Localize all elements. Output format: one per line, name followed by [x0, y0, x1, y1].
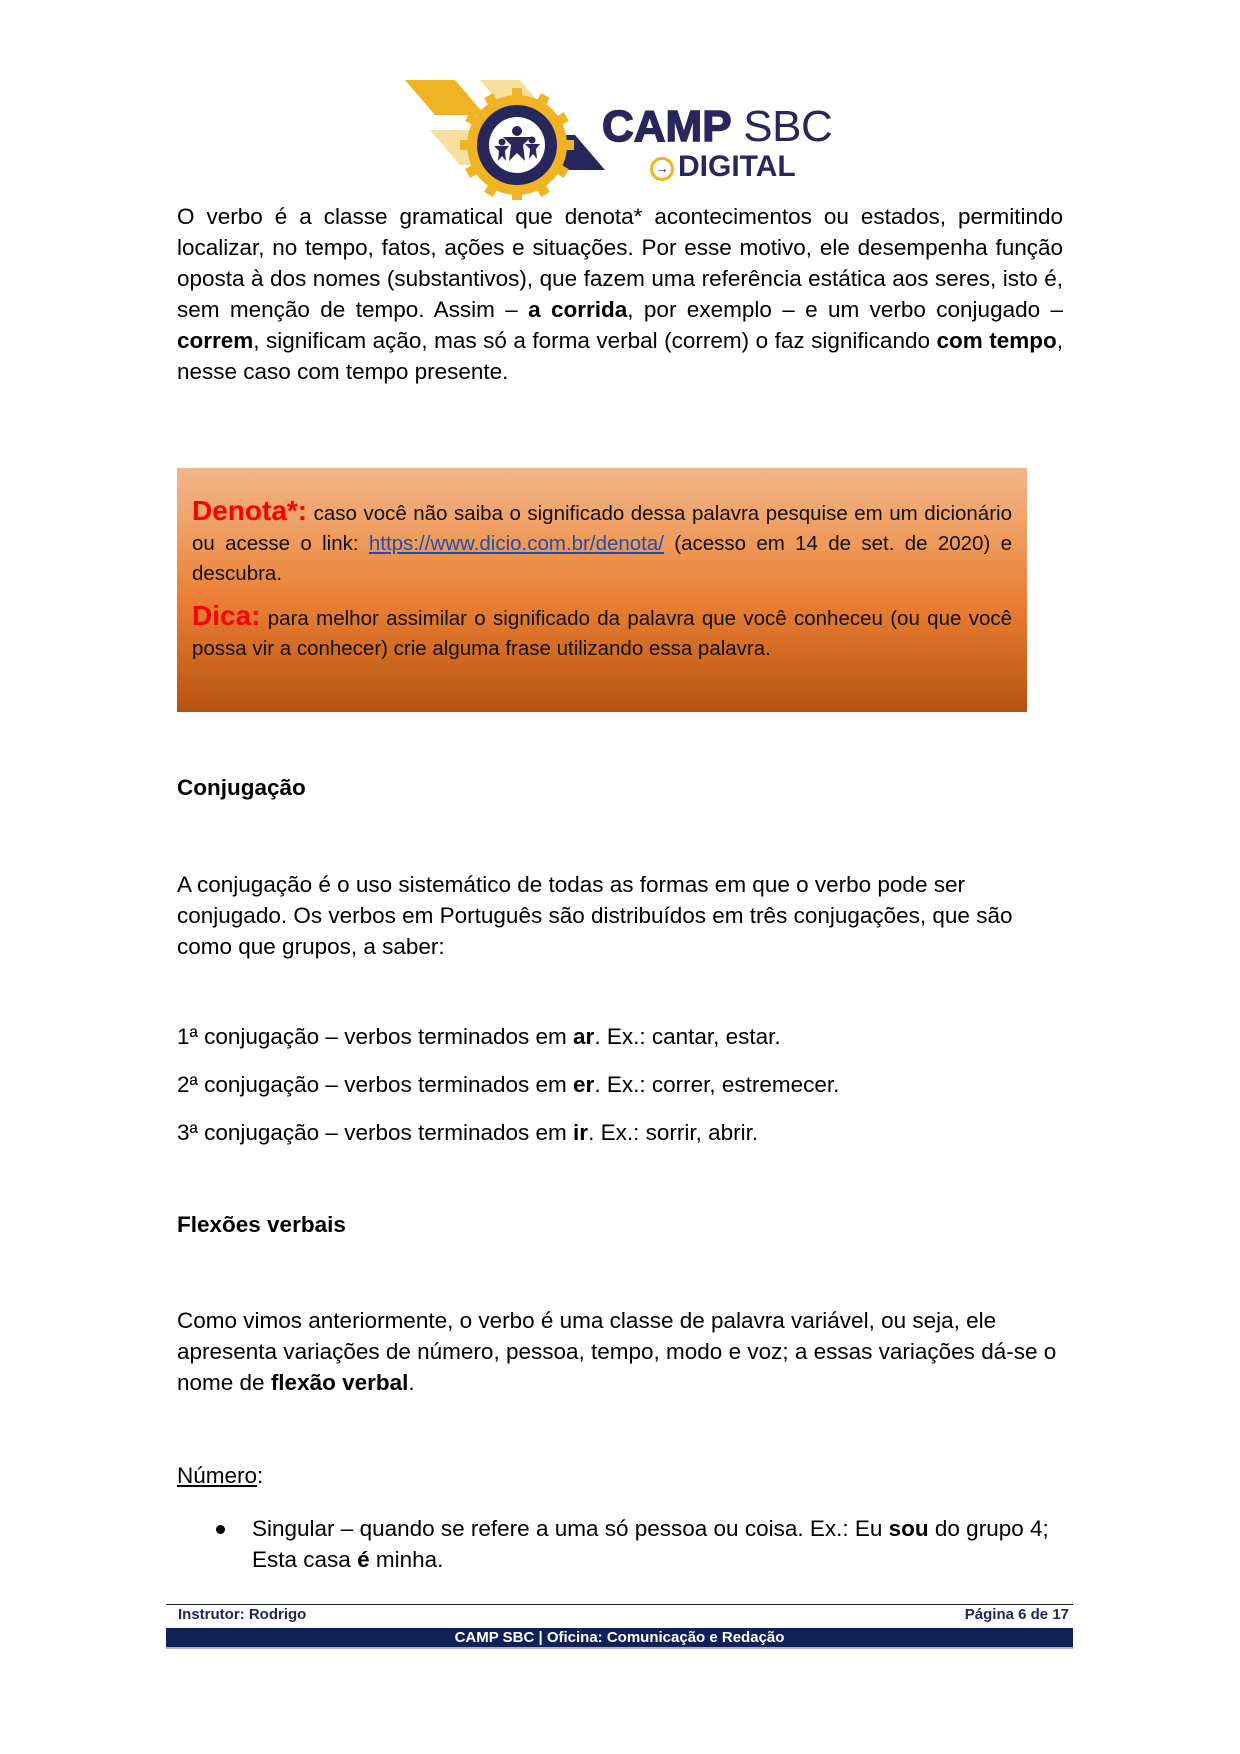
flexoes-bold: flexão verbal — [270, 1370, 409, 1395]
conjugacao-paragraph: A conjugação é o uso sistemático de todas as formas em que o verbo pode ser conjugado. Os verbos em Português são distribuídos em três conjugações, que são como que grupos, a saber: — [177, 872, 1013, 959]
footer-course-bar: CAMP SBC | Oficina: Comunicação e Redação — [166, 1628, 1073, 1649]
flexoes-text-end: . — [408, 1370, 415, 1395]
bullet-bold-1: sou — [888, 1516, 929, 1541]
camp-seal-icon — [405, 75, 605, 200]
intro-text-1: O verbo é a classe gramatical que denota* acontecimentos ou estados, permitindo localizar, no tempo, fatos, ações e situações. Por esse motivo, ele desempenha função oposta à dos nomes (substantivos), que fazem uma referência estática aos seres, isto é, sem menção de tempo. Assim – — [177, 204, 1063, 322]
conjugation-item-3 — [177, 1120, 758, 1146]
denota-label: Denota*: — [192, 495, 308, 526]
denota-text-1: caso você não saiba o significado dessa palavra pesquise em um dicionário ou acesse o link: — [192, 502, 1012, 555]
logo-title — [602, 102, 833, 151]
conjugation-item-2 — [177, 1072, 839, 1098]
arrow-right-circle-icon: → — [650, 157, 674, 181]
logo-stripe-gold — [405, 80, 485, 115]
intro-text-4: , nesse caso com tempo presente. — [177, 328, 1064, 384]
intro-bold-3: com tempo — [936, 328, 1057, 353]
conjugation-example: . Ex.: cantar, estar. — [594, 1024, 781, 1049]
footer-instructor: Instrutor: Rodrigo — [178, 1606, 307, 1623]
flexoes-text: Como vimos anteriormente, o verbo é uma classe de palavra variável, ou seja, ele apresenta variações de número, pessoa, tempo, modo e voz; a essas variações dá-se o nome de — [177, 1308, 1057, 1395]
conjugation-item-text: 1ª conjugação – verbos terminados em — [177, 1024, 574, 1049]
numero-colon: : — [257, 1463, 264, 1488]
intro-text-3: , significam ação, mas só a forma verbal (correm) o faz significando — [253, 328, 937, 353]
conjugation-example: . Ex.: correr, estremecer. — [594, 1072, 840, 1097]
intro-paragraph — [177, 201, 1063, 387]
footer-divider — [166, 1604, 1073, 1605]
singular-bullet — [252, 1513, 1052, 1575]
numero-label — [177, 1463, 263, 1489]
numero-label-text: Número — [177, 1463, 258, 1488]
conjugation-example: . Ex.: sorrir, abrir. — [588, 1120, 759, 1145]
conjugation-ending: ar — [573, 1024, 595, 1049]
dica-note — [192, 601, 1012, 664]
conjugation-item-text: 2ª conjugação – verbos terminados em — [177, 1072, 574, 1097]
logo-title-bold: CAMP — [602, 102, 732, 151]
logo-title-regular: SBC — [743, 102, 833, 151]
bullet-text-1: Singular – quando se refere a uma só pessoa ou coisa. Ex.: Eu — [252, 1516, 889, 1541]
denota-text-2: (acesso em 14 de set. de 2020) e descubra. — [192, 532, 1012, 585]
gear-icon — [460, 88, 574, 200]
camp-sbc-digital-logo — [405, 75, 845, 200]
denota-note — [192, 496, 1012, 589]
conjugacao-heading: Conjugação — [177, 775, 306, 800]
bullet-icon — [216, 1525, 225, 1534]
flexoes-paragraph — [177, 1305, 1067, 1398]
logo-subtitle — [650, 152, 796, 182]
conjugation-ending: ir — [573, 1120, 589, 1145]
logo-subtitle-text: DIGITAL — [678, 150, 796, 183]
conjugation-ending: er — [573, 1072, 595, 1097]
intro-bold-2: correm — [177, 328, 254, 353]
dicio-link[interactable]: https://www.dicio.com.br/denota/ — [368, 532, 664, 555]
conjugation-item-1 — [177, 1024, 781, 1050]
note-box — [177, 468, 1027, 712]
bullet-text-2: do grupo 4; Esta casa — [252, 1516, 1049, 1572]
dica-label: Dica: — [192, 600, 261, 631]
bullet-text-3: minha. — [369, 1547, 444, 1572]
conjugation-item-text: 3ª conjugação – verbos terminados em — [177, 1120, 574, 1145]
bullet-bold-2: é — [357, 1547, 370, 1572]
intro-text-2: , por exemplo – e um verbo conjugado – — [627, 297, 1064, 322]
dica-text: para melhor assimilar o significado da palavra que você conheceu (ou que você possa vir a conhecer) crie alguma frase utilizando essa palavra. — [192, 607, 1012, 660]
flexoes-heading: Flexões verbais — [177, 1212, 346, 1237]
intro-bold-1: a corrida — [528, 297, 628, 322]
footer-page-number: Página 6 de 17 — [964, 1606, 1069, 1623]
